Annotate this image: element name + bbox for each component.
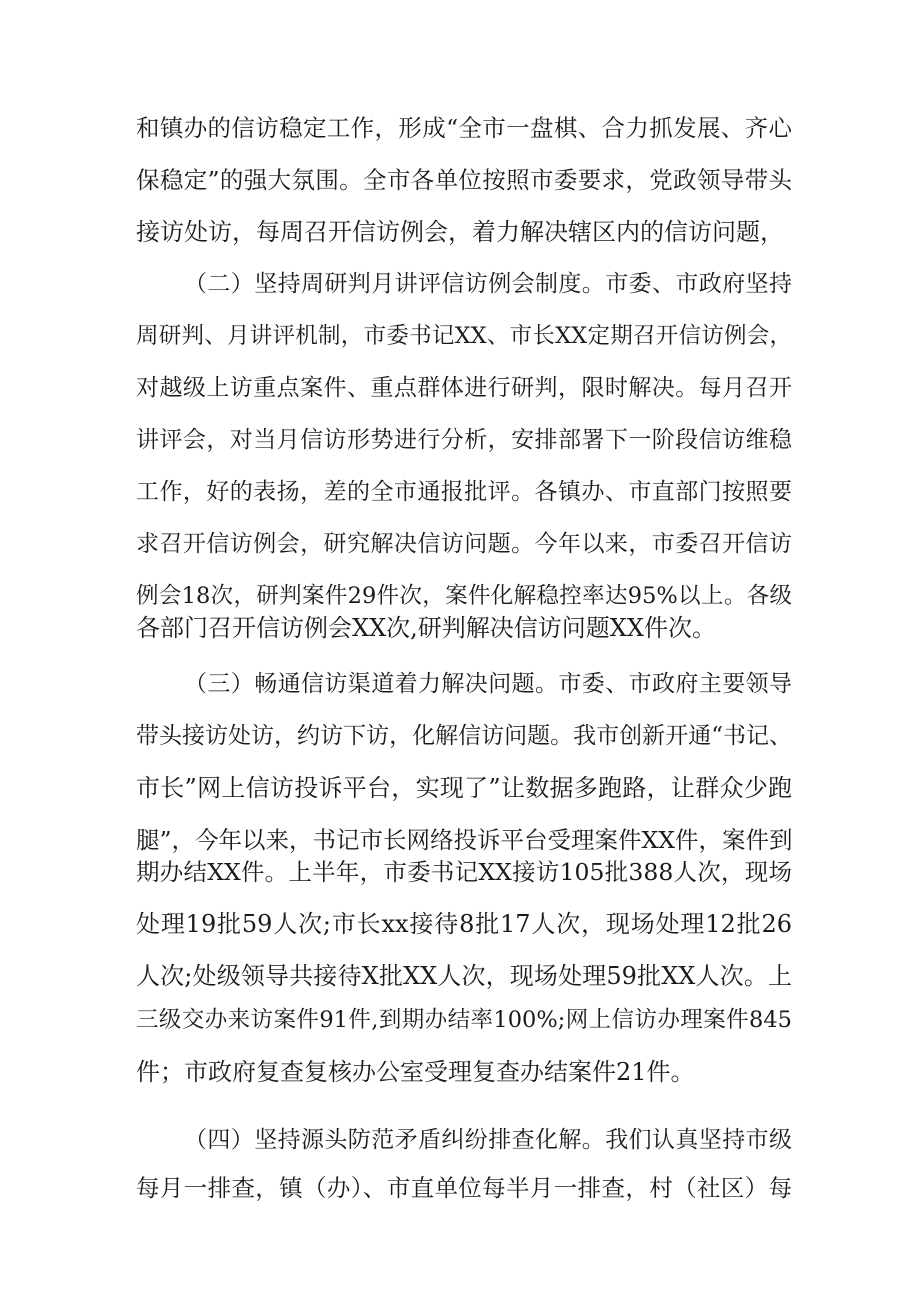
- text-line: 求召开信访例会，研究解决信访问题。今年以来，市委召开信访: [136, 531, 792, 557]
- text-line: 期办结XX件。上半年，市委书记XX接访105批388人次，现场: [136, 858, 792, 886]
- text-line: 件；市政府复查复核办公室受理复查办结案件21件。: [136, 1058, 695, 1086]
- text-line: （二）坚持周研判月讲评信访例会制度。市委、市政府坚持: [184, 271, 792, 297]
- text-line: 市长”网上信访投诉平台，实现了”让数据多跑路，让群众少跑: [136, 774, 792, 802]
- text-line: 三级交办来访案件91件,到期办结率100%;网上信访办理案件845: [136, 1007, 792, 1033]
- text-line: 对越级上访重点案件、重点群体进行研判，限时解决。每月召开: [136, 375, 792, 401]
- text-line: 保稳定”的强大氛围。全市各单位按照市委要求，党政领导带头: [136, 166, 792, 194]
- text-line: （四）坚持源头防范矛盾纠纷排查化解。我们认真坚持市级: [184, 1127, 792, 1153]
- text-line: 周研判、月讲评机制，市委书记XX、市长XX定期召开信访例会，: [136, 323, 792, 349]
- text-line: 带头接访处访，约访下访，化解信访问题。我市创新开通“书记、: [136, 723, 792, 749]
- text-line: 每月一排查，镇（办）、市直单位每半月一排查，村（社区）每: [136, 1174, 792, 1202]
- text-line: 和镇办的信访稳定工作，形成“全市一盘棋、合力抓发展、齐心: [136, 114, 792, 142]
- text-line: 例会18次，研判案件29件次，案件化解稳控率达95%以上。各级: [136, 583, 792, 609]
- text-line: 各部门召开信访例会XX次,研判解决信访问题XX件次。: [136, 614, 716, 642]
- text-line: 讲评会，对当月信访形势进行分析，安排部署下一阶段信访维稳: [136, 427, 792, 453]
- text-line: （三）畅通信访渠道着力解决问题。市委、市政府主要领导: [184, 671, 792, 697]
- text-line: 腿”，今年以来，书记市长网络投诉平台受理案件XX件，案件到: [136, 826, 792, 854]
- text-line: 工作，好的表扬，差的全市通报批评。各镇办、市直部门按照要: [136, 479, 792, 505]
- text-line: 处理19批59人次;市长xx接待8批17人次，现场处理12批26: [136, 910, 792, 938]
- text-line: 接访处访，每周召开信访例会，着力解决辖区内的信访问题，: [136, 218, 784, 246]
- text-line: 人次;处级领导共接待X批XX人次，现场处理59批XX人次。上: [136, 962, 792, 990]
